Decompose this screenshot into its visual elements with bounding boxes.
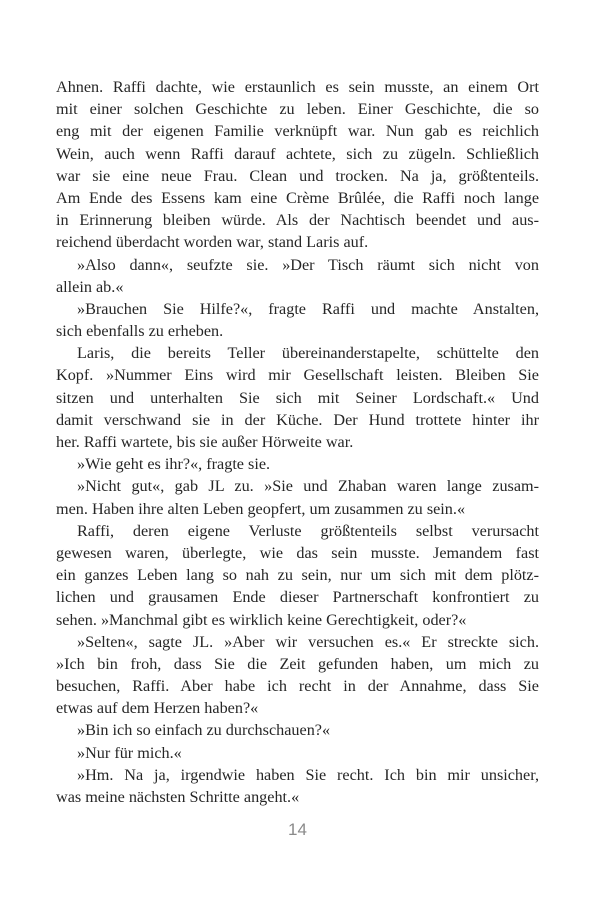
text-line: allein ab.« <box>56 277 124 296</box>
text-line: »Selten«, sagte JL. »Aber wir versuchen es.« Er streckte sich. <box>77 632 539 651</box>
text-line: men. Haben ihre alten Leben geopfert, um zusammen zu sein.« <box>56 499 466 518</box>
text-line: Am Ende des Essens kam eine Crème Brûlée, die Raffi noch lange <box>56 188 539 207</box>
text-line: reichend überdacht worden war, stand Laris auf. <box>56 233 369 252</box>
text-line: »Hm. Na ja, irgendwie haben Sie recht. Ich bin mir unsicher, <box>77 765 539 784</box>
text-line: damit verschwand sie in der Küche. Der Hund trottete hinter ihr <box>56 410 539 429</box>
text-line: »Bin ich so einfach zu durchschauen?« <box>77 721 331 740</box>
text-line: sitzen und unterhalten Sie sich mit Seiner Lordschaft.« Und <box>56 388 539 407</box>
text-line: war sie eine neue Frau. Clean und trocken. Na ja, größtenteils. <box>56 166 539 185</box>
text-line: ein ganzes Leben lang so nah zu sein, nur um sich mit dem plötz- <box>56 566 539 585</box>
text-line: was meine nächsten Schritte angeht.« <box>56 788 300 806</box>
text-line: gewesen waren, überlegte, wie das sein musste. Jemandem fast <box>56 543 539 562</box>
text-line: lichen und grausamen Ende dieser Partnerschaft konfrontiert zu <box>56 588 539 607</box>
text-line: Wein, auch wenn Raffi darauf achtete, sich zu zügeln. Schließlich <box>56 144 539 163</box>
text-line: in Erinnerung bleiben würde. Als der Nachtisch beendet und aus- <box>56 211 539 230</box>
text-line: »Also dann«, seufzte sie. »Der Tisch räumt sich nicht von <box>77 255 539 274</box>
text-line: etwas auf dem Herzen haben?« <box>56 699 259 718</box>
text-line: sich ebenfalls zu erheben. <box>56 322 224 341</box>
text-line: mit einer solchen Geschichte zu leben. Einer Geschichte, die so <box>56 100 539 119</box>
text-line: »Nur für mich.« <box>77 743 182 762</box>
text-line: sehen. »Manchmal gibt es wirklich keine Gerechtigkeit, oder?« <box>56 610 467 629</box>
text-line: »Brauchen Sie Hilfe?«, fragte Raffi und machte Anstalten, <box>77 299 539 318</box>
page-number: 14 <box>288 820 307 839</box>
text-line: »Nicht gut«, gab JL zu. »Sie und Zhaban waren lange zusam- <box>77 477 539 496</box>
text-line: Kopf. »Nummer Eins wird mir Gesellschaft leisten. Bleiben Sie <box>56 366 539 385</box>
text-line: her. Raffi wartete, bis sie außer Hörweite war. <box>56 433 354 451</box>
text-block <box>56 76 539 808</box>
text-line: Laris, die bereits Teller übereinanderstapelte, schüttelte den <box>77 344 539 363</box>
text-line: »Ich bin froh, dass Sie die Zeit gefunden haben, um mich zu <box>56 654 539 673</box>
text-line: Raffi, deren eigene Verluste größtenteils selbst verursacht <box>77 521 539 540</box>
text-line: eng mit der eigenen Familie verknüpft war. Nun gab es reichlich <box>56 122 539 141</box>
text-line: »Wie geht es ihr?«, fragte sie. <box>77 455 271 474</box>
text-line: besuchen, Raffi. Aber habe ich recht in der Annahme, dass Sie <box>56 677 539 696</box>
text-line: Ahnen. Raffi dachte, wie erstaunlich es sein musste, an einem Ort <box>56 78 539 96</box>
